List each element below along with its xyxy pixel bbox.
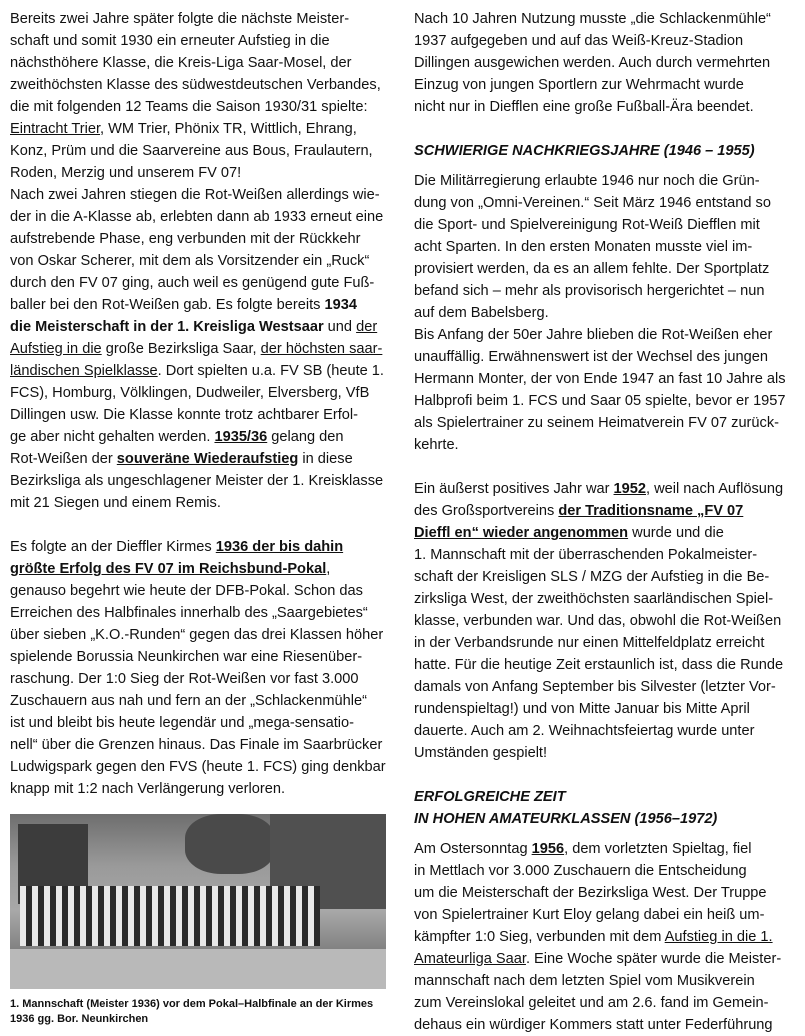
paragraph-1936-cup: Es folgte an der Dieffler Kirmes 1936 der bis dahin größte Erfolg des FV 07 im Reichsbund-Pokal, genauso begehrt wie heute der DFB-Pokal. Schon das Erreichen des Halbfinales innerhalb des „Saargebietes“ über sieben „K.O.-Runden“ gegen das drei Klassen höher spielende Borussia Neunkirchen war eine Riesenüber- raschung. Der 1:0 Sieg der Rot-Weißen vor fast 3.000 Zuschauern aus nah und fern an der „Schlackenmühle“ ist und bleibt bis heute legendär und „mega-sensatio- nell“ über die Grenzen hinaus. Das Finale im Saarbrücker Ludwigspark gegen den FVS (heute 1. FCS) ging denkbar knapp mit 1:2 nach Verlängerung verloren.: [10, 539, 386, 797]
paragraph-postwar: Die Militärregierung erlaubte 1946 nur noch die Grün- dung von „Omni-Vereinen.“ Seit März 1946 entstand so die Sport- und Spielvereinigung Rot-Weiß Diefflen mit acht Sparten. In den ersten Monaten musste viel im- provisiert werden, da es an allem fehlte. Der Sportplatz befand sich – mehr als provisorisch hergerichtet – nun auf dem Babelsberg. Bis Anfang der 50er Jahre blieben die Rot-Weißen eher unauffällig. Erwähnenswert ist der Wechsel des jungen Hermann Monter, der von Ende 1947 an fast 10 Jahre als Halbprofi beim 1. FCS und Saar 05 spielte, bevor er 1957 als Spielertrainer zu seinem Heimatverein FV 07 zurück- kehrte.: [414, 173, 786, 453]
left-column: [10, 8, 394, 1027]
right-column: [414, 8, 796, 1036]
team-photo-1936: [10, 814, 386, 989]
paragraph-1956: Am Ostersonntag 1956, dem vorletzten Spieltag, fiel in Mettlach vor 3.000 Zuschauern die Entscheidung um die Meisterschaft der Bezirksliga West. Der Truppe von Spielertrainer Kurt Eloy gelang dabei ein heiß um- kämpfter 1:0 Sieg, verbunden mit dem Aufstieg in die 1. Amateurliga Saar. Eine Woche später wurde die Meister- mannschaft nach dem letzten Spiel vom Musikverein zum Vereinslokal geleitet und am 2.6. fand im Gemein- dehaus ein würdiger Kommers statt unter Federführung: [414, 841, 782, 1033]
section-heading-success: ERFOLGREICHE ZEIT IN HOHEN AMATEURKLASSEN (1956–1972): [414, 789, 718, 827]
photo-caption: 1. Mannschaft (Meister 1936) vor dem Pokal–Halbfinale an der Kirmes 1936 gg. Bor. Neunkirchen: [10, 998, 374, 1025]
paragraph-1952: Ein äußerst positives Jahr war 1952, weil nach Auflösung des Großsportvereins der Traditionsname „FV 07 Dieffl en“ wieder angenommen wurde und die 1. Mannschaft mit der überraschenden Pokalmeister- schaft der Kreisligen SLS / MZG der Aufstieg in die Be- zirksliga West, der zweithöchsten saarländischen Spiel- klasse, verbunden war. Und das, obwohl die Rot-Weißen in der Verbandsrunde nur einen Mittelfeldplatz erreicht hatte. Für die heutige Zeit erstaunlich ist, dass die Runde damals von Anfang September bis Silvester (letzter Vor- rundenspieltag!) und von Mitte Januar bis Mitte April dauerte. Auch am 2. Weihnachtsfeiertag wurde unter Umständen gespielt!: [414, 481, 784, 761]
paragraph-1933-revival: Nach zwei Jahren stiegen die Rot-Weißen allerdings wie- der in die A-Klasse ab, erlebten dann ab 1933 erneut eine aufstrebende Phase, eng verbunden mit der Rückkehr von Oskar Scherer, mit dem als Vorsitzender ein „Ruck“ durch den FV 07 ging, auch weil es genügend gute Fuß- baller bei den Rot-Weißen gab. Es folgte bereits 1934 die Meisterschaft in der 1. Kreisliga Westsaar und der Aufstieg in die große Bezirksliga Saar, der höchsten saar- ländischen Spielklasse. Dort spielten u.a. FV SB (heute 1. FCS), Homburg, Völklingen, Dudweiler, Elversberg, VfB Dillingen usw. Die Klasse konnte trotz achtbarer Erfol- ge aber nicht gehalten werden. 1935/36 gelang den Rot-Weißen der souveräne Wiederaufstieg in diese Bezirksliga als ungeschlagener Meister der 1. Kreisklasse mit 21 Siegen und einem Remis.: [10, 187, 384, 511]
paragraph-1930-promotion: Bereits zwei Jahre später folgte die nächste Meister- schaft und somit 1930 ein erneuter Aufstieg in die nächsthöhere Klasse, die Kreis-Liga Saar-Mosel, der zweithöchsten Klasse des südwestdeutschen Verbandes, die mit folgenden 12 Teams die Saison 1930/31 spielte: Eintracht Trier, WM Trier, Phönix TR, Wittlich, Ehrang, Konz, Prüm und die Saarvereine aus Bous, Fraulautern, Roden, Merzig und unserem FV 07!: [10, 11, 381, 181]
section-heading-postwar: SCHWIERIGE NACHKRIEGSJAHRE (1946 – 1955): [414, 143, 755, 159]
paragraph-schlackenmuehle: Nach 10 Jahren Nutzung musste „die Schlackenmühle“ 1937 aufgegeben und auf das Weiß-Kreuz-Stadion Dillingen ausgewichen werden. Auch durch vermehrten Einzug von jungen Sportlern zur Wehrmacht wurde nicht nur in Diefflen eine große Fußball-Ära beendet.: [414, 11, 771, 115]
